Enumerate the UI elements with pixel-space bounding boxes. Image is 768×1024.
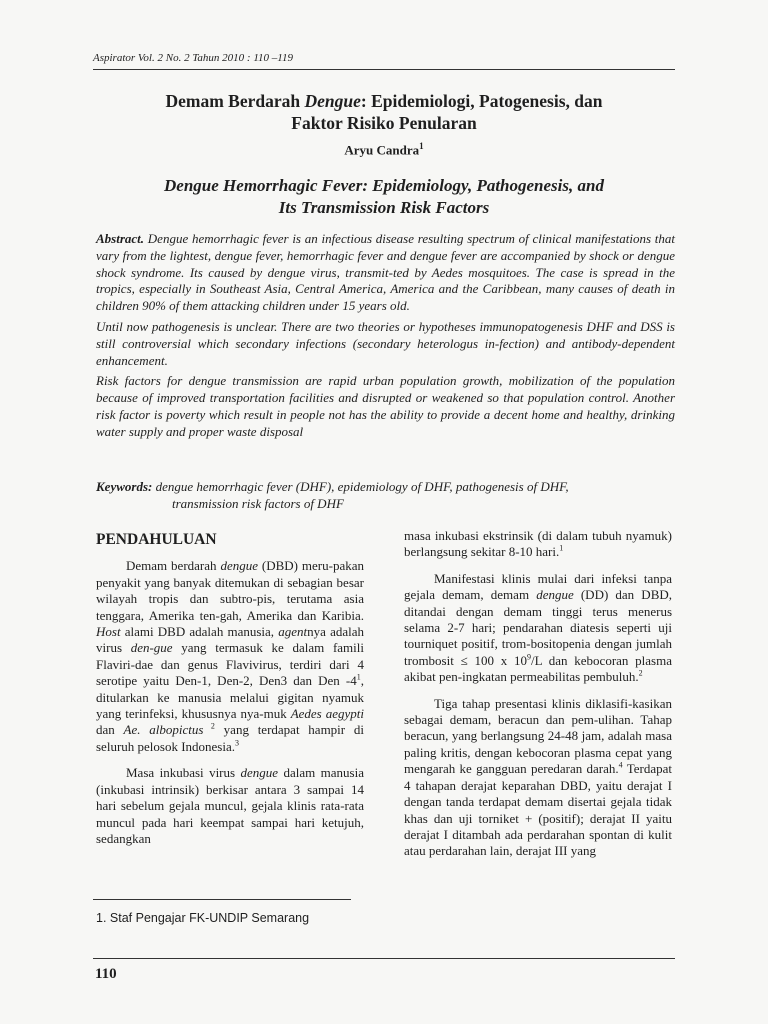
title-english: Dengue Hemorrhagic Fever: Epidemiology, Pathogenesis, and Its Transmission Risk Factors	[164, 176, 604, 217]
left-column	[96, 532, 364, 857]
abstract-paragraph-1: Abstract. Dengue hemorrhagic fever is an infectious disease resulting spectrum of clinical manifestations that vary from the lightest, dengue fever, hemorrhagic fever and dengue fever are accompanied by shock or dengue shock syndrome. Its caused by dengue virus, transmit-ted by Aedes mosquitoes. The case is spread in the tropics, especially in Southeast Asia, Central America, America and the Caribbean, many causes of death in children 90% of them attacking children under 15 years old.	[96, 231, 675, 314]
right-column	[404, 528, 672, 870]
footnote: 1. Staf Pengajar FK-UNDIP Semarang	[96, 911, 310, 925]
footnote-divider	[93, 899, 351, 900]
keywords-label: Keywords:	[96, 479, 153, 494]
footer-divider	[93, 958, 675, 959]
body-paragraph: Manifestasi klinis mulai dari infeksi tanpa gejala demam, demam dengue (DD) dan DBD, ditandai dengan demam tinggi terus menerus selama 2-7 hari; pendarahan diatesis seperti uji tourniquet positif, trom-bositopenia dengan jumlah trombosit ≤ 100 x $10^9/L$ dan kebocoran plasma akibat pen-ingkatan permeabilitas pembuluh.$^2$	[404, 570, 673, 685]
running-header	[93, 48, 675, 66]
abstract-paragraph-2: Until now pathogenesis is unclear. There are two theories or hypotheses immunopatogenesis DHF and DSS is still controversial which secondary infections (secondary heterologus in-fection) and antibody-dependent enhancement.	[96, 318, 675, 368]
author-line	[93, 141, 675, 158]
page-number: 110	[95, 966, 117, 982]
keywords: Keywords: dengue hemorrhagic fever (DHF), epidemiology of DHF, pathogenesis of DHF, transmission risk factors of DHF	[96, 479, 569, 511]
body-paragraph: Masa inkubasi virus dengue dalam manusia (inkubasi intrinsik) berkisar antara 3 sampai 14 hari sebelum gejala muncul, gejala klinis rata-rata muncul pada hari keempat sampai hari ketujuh, sedangkan	[96, 765, 364, 846]
header-divider	[93, 69, 675, 70]
author-affiliation-mark: 1	[419, 141, 424, 151]
author-name: Aryu Candra	[344, 142, 420, 158]
abstract-label: Abstract.	[96, 231, 145, 246]
journal-citation: Aspirator Vol. 2 No. 2 Tahun 2010 : 110 –119	[93, 52, 293, 64]
body-paragraph: masa inkubasi ekstrinsik (di dalam tubuh nyamuk) berlangsung sekitar 8-10 hari.$^1$	[404, 528, 672, 560]
abstract	[96, 231, 675, 445]
section-heading: PENDAHULUAN	[96, 531, 217, 548]
title-indonesian: Demam Berdarah Dengue: Epidemiologi, Patogenesis, dan Faktor Risiko Penularan	[165, 91, 603, 133]
body-paragraph: Demam berdarah dengue (DBD) meru-pakan penyakit yang banyak ditemukan di sebagian besar wilayah tropis dan subtro-pis, terutama asia tenggara, Amerika ten-gah, Amerika dan Karibia. Host alami DBD adalah manusia, agentnya adalah virus den-gue yang termasuk ke dalam famili Flaviri-dae dan genus Flavivirus, terdiri dari 4 serotipe yaitu Den-1, Den-2, Den3 dan Den $-4^1$, ditularkan ke manusia melalui gigitan nyamuk yang terinfeksi, khususnya nya-muk Aedes aegypti dan Ae. albopictus $^2$ yang terdapat hampir di seluruh pelosok Indonesia.$^3$	[96, 558, 365, 754]
body-paragraph: Tiga tahap presentasi klinis diklasifi-kasikan sebagai demam, beracun dan pem-ulihan. Tahap beracun, yang berlangsung 24-48 jam, adalah masa paling kritis, dengan kebocoran plasma cepat yang mengarah ke gangguan peredaran darah.$^4$ Terdapat 4 tahapan derajat keparahan DBD, yaitu derajat I dengan tanda terdapat demam disertai gejala tidak khas dan uji torniket + (positif); derajat II yaitu derajat I ditambah ada perdarahan spontan di kulit atau perdarahan lain, derajat III yang	[404, 695, 672, 859]
abstract-paragraph-3: Risk factors for dengue transmission are rapid urban population growth, mobilization of the population because of improved transportation facilities and disrupted or weakened so that population control. Another risk factor is poverty which result in people not has the ability to provide a decent home and healthy, drinking water supply and proper waste disposal	[96, 373, 675, 439]
